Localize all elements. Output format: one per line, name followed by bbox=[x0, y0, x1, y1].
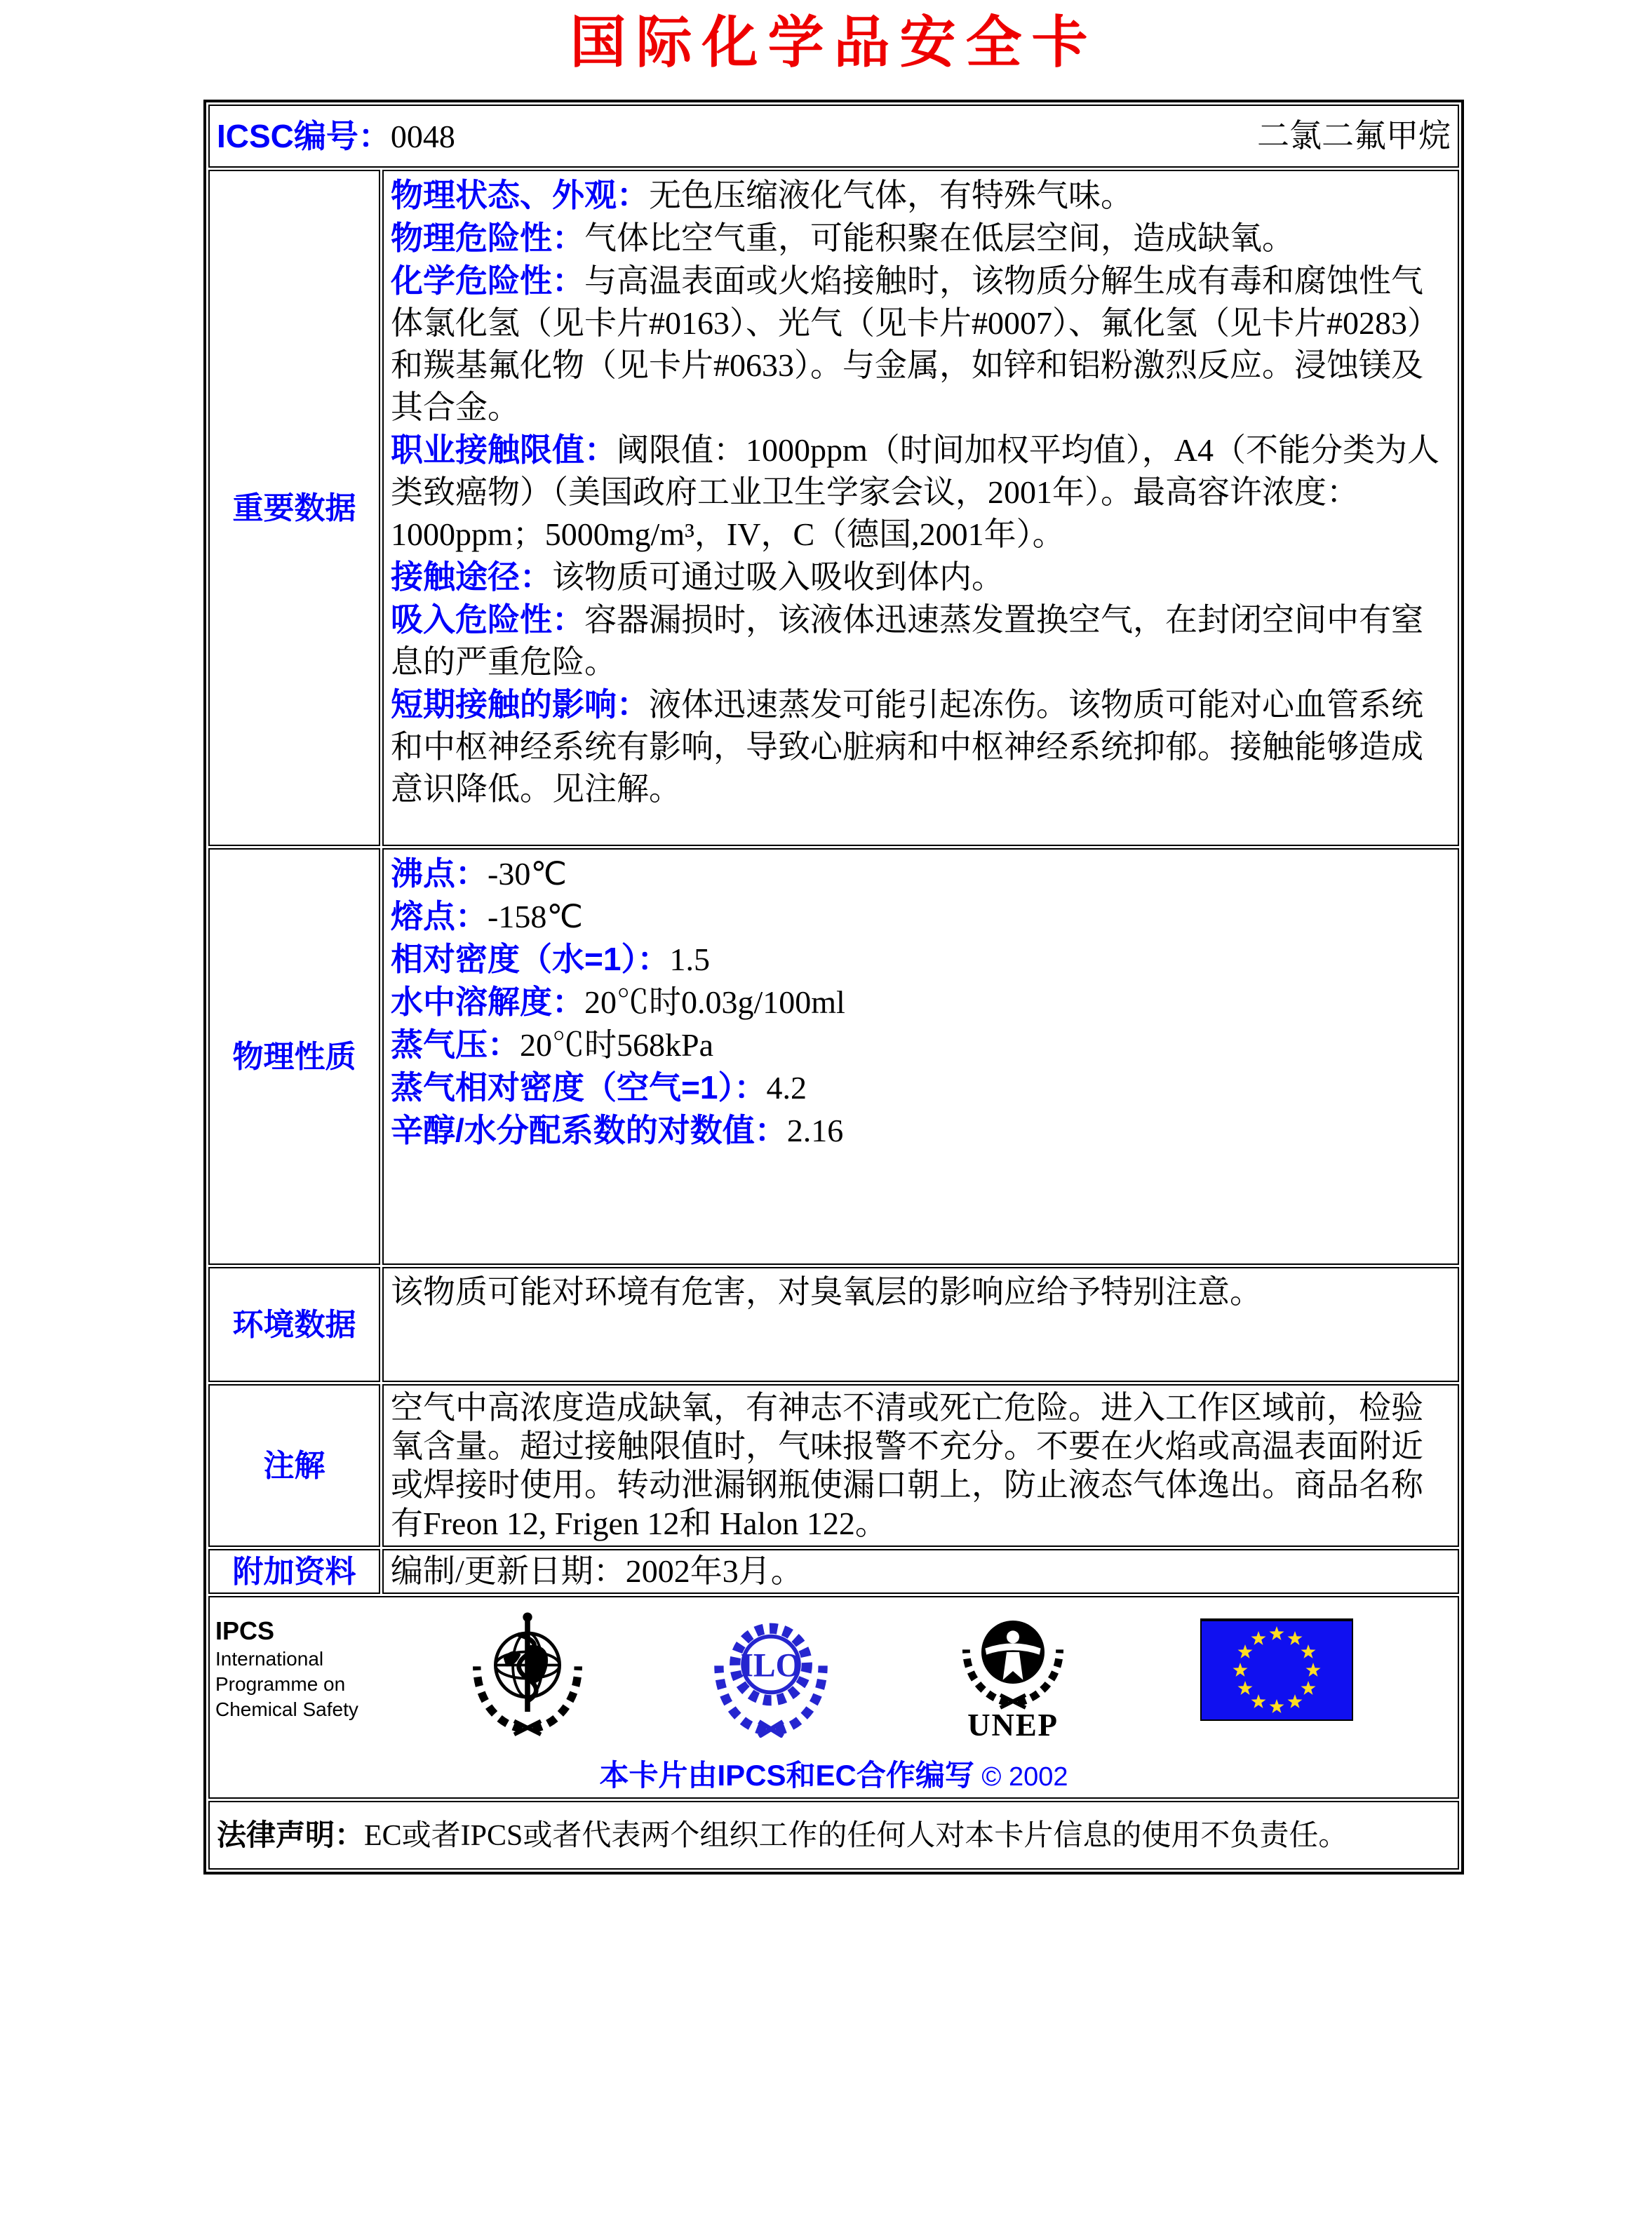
field-text: -30℃ bbox=[488, 856, 567, 892]
legal-label: 法律声明： bbox=[217, 1818, 365, 1851]
field-label: 蒸气相对密度（空气=1）： bbox=[391, 1069, 767, 1106]
field-label: 相对密度（水=1）： bbox=[391, 941, 670, 977]
field-vapor-pressure bbox=[391, 1024, 1451, 1066]
field-vapor-relative-density bbox=[391, 1066, 1451, 1109]
icsc-number-label: ICSC编号： bbox=[217, 117, 391, 154]
icsc-number-value: 0048 bbox=[390, 118, 455, 154]
environmental-data-row bbox=[208, 1267, 1459, 1382]
field-text: 容器漏损时，该液体迅速蒸发置换空气，在封闭空间中有窒息的严重危险。 bbox=[391, 602, 1423, 680]
additional-info-content bbox=[382, 1549, 1459, 1594]
important-data-content bbox=[382, 170, 1459, 846]
legal-row bbox=[208, 1801, 1459, 1870]
ilo-logo-icon bbox=[704, 1604, 838, 1738]
field-text: 阈限值：1000ppm（时间加权平均值），A4（不能分类为人类致癌物）（美国政府工业卫生学家会议，2001年）。最高容许浓度：1000ppm；5000mg/m³，IV，C（德国,2001年）。 bbox=[391, 432, 1439, 552]
field-label: 物理危险性： bbox=[391, 220, 584, 256]
environmental-data-content bbox=[382, 1267, 1459, 1382]
field-label: 水中溶解度： bbox=[391, 984, 584, 1020]
field-text: 20℃时568kPa bbox=[520, 1027, 713, 1063]
ipcs-line: Programme on bbox=[215, 1673, 346, 1695]
field-text: 编制/更新日期：2002年3月。 bbox=[391, 1553, 803, 1589]
field-text: -158℃ bbox=[488, 899, 583, 934]
field-text: 20℃时0.03g/100ml bbox=[584, 984, 845, 1020]
field-label: 沸点： bbox=[391, 855, 488, 892]
field-text: 液体迅速蒸发可能引起冻伤。该物质可能对心血管系统和中枢神经系统有影响，导致心脏病和中枢神经系统抑郁。接触能够造成意识降低。见注解。 bbox=[391, 687, 1423, 807]
icsc-number-group bbox=[217, 115, 455, 158]
field-text: 该物质可能对环境有危害，对臭氧层的影响应给予特别注意。 bbox=[391, 1274, 1262, 1310]
legal-text: EC或者IPCS或者代表两个组织工作的任何人对本卡片信息的使用不负责任。 bbox=[364, 1819, 1348, 1852]
field-label: 辛醇/水分配系数的对数值： bbox=[391, 1112, 787, 1148]
field-text: 与高温表面或火焰接触时，该物质分解生成有毒和腐蚀性气体氯化氢（见卡片#0163）、光气（见卡片#0007）、氟化氢（见卡片#0283）和羰基氟化物（见卡片#0633）。与金属，如锌和铝粉激烈反应。浸蚀镁及其合金。 bbox=[391, 263, 1439, 425]
field-octanol-water-partition bbox=[391, 1109, 1451, 1152]
logos-cell bbox=[208, 1596, 1459, 1799]
field-label: 熔点： bbox=[391, 898, 488, 934]
section-label-additional-info: 附加资料 bbox=[208, 1549, 380, 1594]
notes-row bbox=[208, 1384, 1459, 1547]
important-data-row bbox=[208, 170, 1459, 846]
field-water-solubility bbox=[391, 981, 1451, 1024]
field-text: 无色压缩液化气体，有特殊气味。 bbox=[649, 177, 1133, 213]
logos-row bbox=[208, 1596, 1459, 1799]
field-label: 化学危险性： bbox=[391, 262, 584, 299]
field-text: 气体比空气重，可能积聚在低层空间，造成缺氧。 bbox=[584, 220, 1294, 256]
header-cell bbox=[208, 105, 1459, 168]
section-label-physical-properties: 物理性质 bbox=[208, 848, 380, 1265]
cooperation-caption bbox=[210, 1758, 1458, 1795]
field-chemical-dangers bbox=[391, 260, 1451, 429]
field-short-term-effects bbox=[391, 683, 1451, 810]
section-label-notes: 注解 bbox=[208, 1384, 380, 1547]
section-label-environmental-data: 环境数据 bbox=[208, 1267, 380, 1382]
page-title: 国际化学品安全卡 bbox=[570, 13, 1098, 74]
field-text: 4.2 bbox=[766, 1070, 807, 1106]
who-logo-icon bbox=[461, 1602, 594, 1742]
unep-logo-icon bbox=[950, 1602, 1076, 1747]
field-inhalation-risk bbox=[391, 598, 1451, 683]
cooperation-caption-text: 本卡片由IPCS和EC合作编写 bbox=[599, 1759, 974, 1792]
field-label: 物理状态、外观： bbox=[391, 177, 649, 213]
field-label: 吸入危险性： bbox=[391, 601, 584, 638]
field-text: 2.16 bbox=[786, 1113, 844, 1148]
eu-flag-icon bbox=[1200, 1618, 1353, 1721]
field-melting-point bbox=[391, 895, 1451, 938]
section-label-important-data: 重要数据 bbox=[208, 170, 380, 846]
field-text: 空气中高浓度造成缺氧，有神志不清或死亡危险。进入工作区域前，检验氧含量。超过接触限值时，气味报警不充分。不要在火焰或高温表面附近或焊接时使用。转动泄漏钢瓶使漏口朝上，防止液态气体逸出。商品名称有Freon 12, Frigen 12和 Halon 122。 bbox=[391, 1390, 1423, 1541]
ipcs-title: IPCS bbox=[215, 1616, 275, 1645]
field-label: 职业接触限值： bbox=[391, 431, 617, 468]
ilo-letters: ILO bbox=[740, 1647, 802, 1684]
field-relative-density bbox=[391, 938, 1451, 981]
field-label: 接触途径： bbox=[391, 558, 552, 595]
additional-info-row bbox=[208, 1549, 1459, 1594]
chemical-name: 二氯二氟甲烷 bbox=[1257, 118, 1451, 154]
physical-properties-content bbox=[382, 848, 1459, 1265]
legal-cell bbox=[208, 1801, 1459, 1870]
copyright-text: © 2002 bbox=[981, 1762, 1068, 1792]
field-label: 短期接触的影响： bbox=[391, 686, 649, 723]
field-text: 1.5 bbox=[669, 941, 710, 977]
notes-content bbox=[382, 1384, 1459, 1547]
field-routes-of-exposure bbox=[391, 556, 1451, 598]
field-text: 该物质可通过吸入吸收到体内。 bbox=[552, 559, 1004, 595]
ipcs-line: Chemical Safety bbox=[215, 1698, 358, 1720]
header-row bbox=[208, 105, 1459, 168]
ipcs-text-block bbox=[215, 1616, 358, 1722]
field-occupational-exposure-limits bbox=[391, 429, 1451, 556]
field-boiling-point bbox=[391, 852, 1451, 895]
icsc-card-table bbox=[203, 100, 1464, 1875]
field-physical-state bbox=[391, 174, 1451, 217]
field-physical-dangers bbox=[391, 217, 1451, 260]
physical-properties-row bbox=[208, 848, 1459, 1265]
field-label: 蒸气压： bbox=[391, 1026, 520, 1063]
unep-letters: UNEP bbox=[967, 1707, 1059, 1743]
ipcs-line: International bbox=[215, 1648, 324, 1670]
